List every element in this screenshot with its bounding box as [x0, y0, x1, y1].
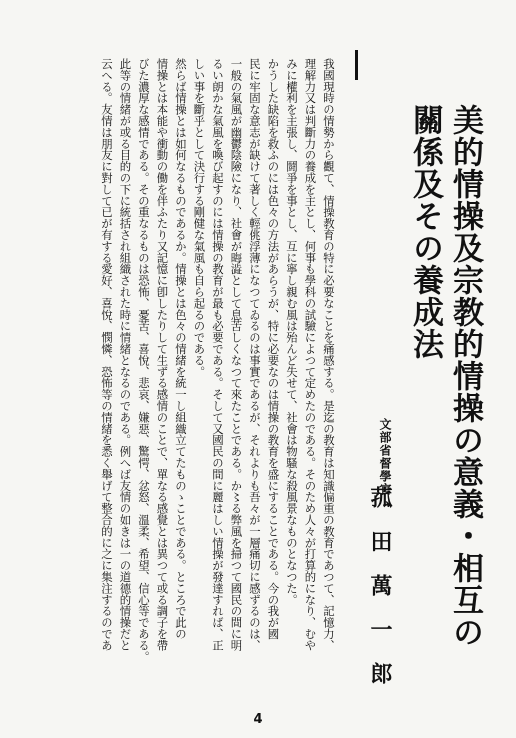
article-title-line-1: 美的情操及宗教的情操の意義・相互の — [447, 104, 483, 648]
body-line: 此等の情緒が或る目的の下に統括され組織された時に情緒となるのである。例へば友情の如きは一の道德的情操だと — [118, 58, 133, 651]
body-line: びた濃厚な感情である。その重なるものは恐怖、憂苦、喜悅、悲哀、嫌惡、驚愕、忿怒、溫柔、希望、信心等である。 — [137, 58, 151, 663]
section-marker — [355, 50, 358, 80]
body-line: 然らば情操とは如何なるものであるか。情操とは色々の情緒を統一し組織立てたものゝことである。ところで此の — [174, 58, 188, 640]
body-line: 民に牢固な意志が缺けて著しく輕佻浮薄になつてゐるのは事實であるが、それよりも吾々が一層痛切に感ずるのは、 — [248, 58, 262, 651]
body-line: 我國現時の情勢から觀て、情操教育の特に必要なことを痛感する。是迄の教育は知識偏重の教育であつて、記憶力、 — [322, 58, 336, 651]
body-line: しい事を斷乎として決行する剛健な氣風も自ら起るのである。 — [192, 58, 207, 378]
author-name: 菰田萬一郎 — [367, 486, 393, 706]
body-line: 情操とは本能や衝動の働を伴ふたり又記憶に卽したりして生ずる感情のことで、單なる感覺とは異つて或る調子を帶 — [155, 58, 170, 651]
body-line: 理解力又は判斷力の養成を主とし、何事も學科の試驗によつて定めたのである。そのため人々が打算的になり、むや — [303, 58, 318, 651]
body-line: みに權利を主張し、鬪爭を事とし、互に寧し親む風は殆んど失せて、社會は物騷な殺風景なものとなつた。 — [285, 58, 299, 606]
article-title-line-2: 關係及その養成法 — [407, 104, 443, 360]
body-line: かうした缺陷を救ふのには色々の方法があらうが、特に必要なのは情操の教育を盛にすることである。今の我が國 — [266, 58, 281, 640]
body-line: 一般の氣風が幽鬱陰險になり、社會が晦澁として息苦しくなつて來たことである。か〻る弊風を掃つて國民の間に明 — [229, 58, 244, 651]
page-number: 4 — [253, 712, 263, 727]
body-line: 云へる。友情は朋友に對して已が有する愛好、喜悅、憫憐、恐怖等の情緒を悉く舉げて整合的に之に集注するのであ — [100, 58, 114, 651]
author-affiliation: 文部省督學官 — [378, 418, 392, 496]
body-line: るい朗かな氣風を喚び起すのには情操の教育が最も必要である。そして又國民の間に麗はしい情操が發達すれば、正 — [211, 58, 225, 651]
